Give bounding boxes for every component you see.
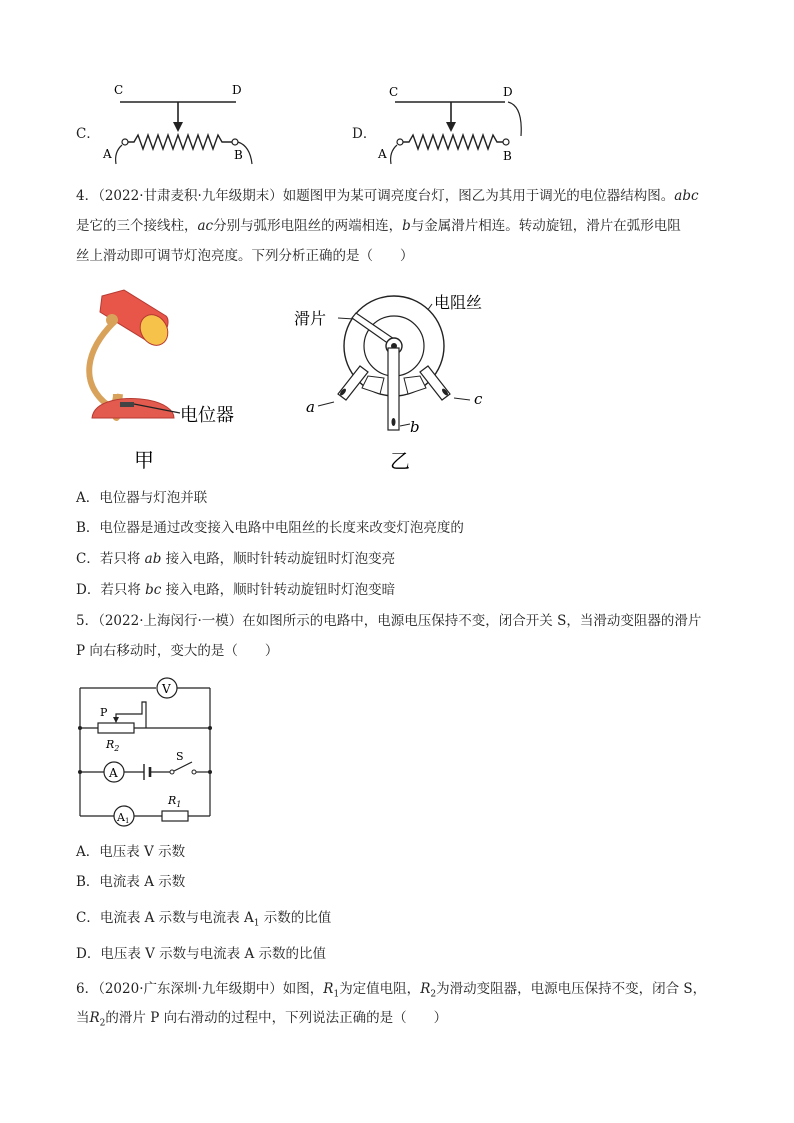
switch-s <box>174 762 192 771</box>
resistor-r1 <box>162 811 188 821</box>
option-c-letter: C． <box>76 126 100 142</box>
voltmeter-label: V <box>162 682 171 696</box>
r2-label: $R_2$ <box>106 738 120 753</box>
q5-option-c[interactable]: C．电流表 A 示数与电流表 $A_1$ 示数的比值 <box>76 910 332 929</box>
q5-option-a[interactable]: A．电压表 V 示数 <box>76 844 186 860</box>
label-c: C <box>389 85 399 99</box>
q6-line-2: 当$R_2$的滑片 P 向右滑动的过程中，下列说法正确的是（ ） <box>76 1010 448 1029</box>
q5-option-d[interactable]: D．电压表 V 示数与电流表 A 示数的比值 <box>76 946 326 962</box>
q5-line-1: 5．（2022·上海闵行·一模）在如图所示的电路中，电源电压保持不变，闭合开关 S，当滑动变阻器的滑片 <box>76 613 702 629</box>
q4-option-c[interactable]: C．若只将 ab 接入电路，顺时针转动旋钮时灯泡变亮 <box>76 551 396 567</box>
label-d: D <box>503 85 513 99</box>
q4-line-1: 4．（2022·甘肃麦积·九年级期末）如题图甲为某可调亮度台灯，图乙为其用于调光的电位器结构图。abc <box>76 188 699 204</box>
rheostat-diagram-d <box>375 80 545 165</box>
label-a: A <box>103 147 112 161</box>
label-c: C <box>114 83 124 97</box>
desk-lamp-figure <box>74 282 254 472</box>
potentiometer-figure <box>290 288 510 478</box>
label-a: A <box>378 147 387 161</box>
q4-option-d[interactable]: D．若只将 bc 接入电路，顺时针转动旋钮时灯泡变暗 <box>76 582 396 598</box>
ammeter-a-label: A <box>109 766 118 780</box>
option-d-letter: D． <box>352 126 377 142</box>
label-b: b <box>410 418 420 436</box>
circuit-diagram-q5 <box>76 676 226 828</box>
rheostat-r2 <box>98 723 134 733</box>
rheostat-diagram-c <box>100 80 270 165</box>
ammeter-a1-label: A1 <box>117 811 130 825</box>
label-b: B <box>503 149 512 163</box>
q4-line-3: 丝上滑动即可调节灯泡亮度。下列分析正确的是（ ） <box>76 248 414 264</box>
label-slider: 滑片 <box>294 309 327 328</box>
switch-s-label: S <box>176 750 184 763</box>
q6-line-1: 6．（2020·广东深圳·九年级期中）如图，$R_1$为定值电阻，$R_2$为滑动变阻器，电源电压保持不变，闭合 S， <box>76 981 707 1000</box>
q4-line-2: 是它的三个接线柱，ac分别与弧形电阻丝的两端相连，b与金属滑片相连。转动旋钮，滑片在弧形电阻 <box>76 218 681 234</box>
q4-option-b[interactable]: B．电位器是通过改变接入电路中电阻丝的长度来改变灯泡亮度的 <box>76 520 464 536</box>
slider-p-label: P <box>100 706 108 719</box>
label-potentiometer: 电位器 <box>180 405 234 426</box>
terminal-b <box>388 348 399 430</box>
caption-jia: 甲 <box>134 448 154 472</box>
label-c: c <box>474 390 483 408</box>
q5-option-b[interactable]: B．电流表 A 示数 <box>76 874 186 890</box>
label-b: B <box>234 148 243 162</box>
q4-option-a[interactable]: A．电位器与灯泡并联 <box>76 490 208 506</box>
q5-line-2: P 向右移动时，变大的是（ ） <box>76 643 279 659</box>
caption-yi: 乙 <box>390 449 410 473</box>
label-d: D <box>232 83 242 97</box>
r1-label: $R_1$ <box>168 794 182 809</box>
label-resistance-wire: 电阻丝 <box>434 293 483 312</box>
label-a: a <box>306 398 315 416</box>
